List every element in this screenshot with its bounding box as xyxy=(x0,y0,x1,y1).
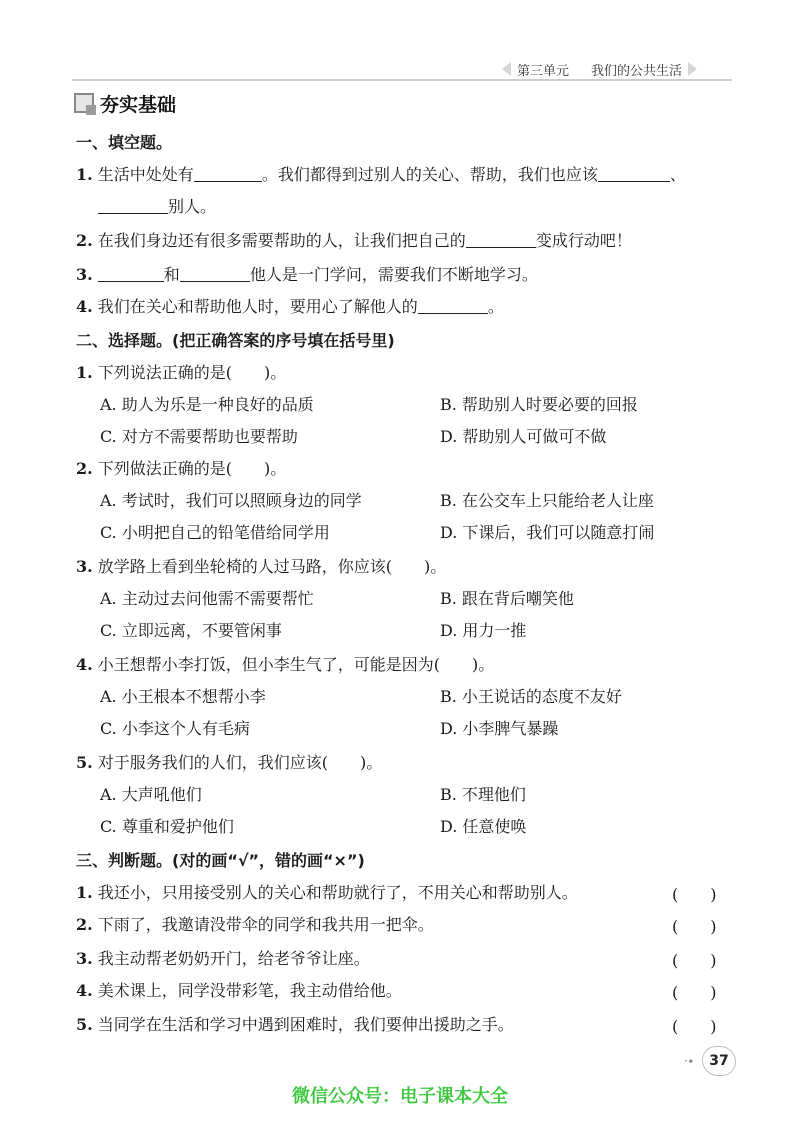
judge-text: 美术课上，同学没带彩笔，我主动借给他。 xyxy=(97,981,402,1000)
question-text: 和 xyxy=(163,265,180,284)
answer-blank[interactable] xyxy=(194,164,262,182)
choice-option[interactable]: A. 考试时，我们可以照顾身边的同学 xyxy=(100,491,362,510)
judge-text: 下雨了，我邀请没带伞的同学和我共用一把伞。 xyxy=(97,915,434,934)
question-number: 3. xyxy=(76,949,93,968)
choice-option[interactable]: C. 立即远离，不要管闲事 xyxy=(100,621,282,640)
question-text: 生活中处处有 xyxy=(97,165,194,184)
question-text: 。我们都得到过别人的关心、帮助，我们也应该 xyxy=(261,165,598,184)
header-unit: 第三单元 xyxy=(517,63,570,79)
answer-blank[interactable] xyxy=(466,230,536,248)
choice-option[interactable]: C. 对方不需要帮助也要帮助 xyxy=(100,427,298,446)
choice-option[interactable]: B. 在公交车上只能给老人让座 xyxy=(440,491,654,510)
question-stem: 对于服务我们的人们，我们应该( )。 xyxy=(97,753,383,772)
fill-heading: 一、填空题。 xyxy=(76,133,173,152)
question-number: 3. xyxy=(76,265,93,284)
choice-option[interactable]: D. 用力一推 xyxy=(440,621,527,640)
choice-option[interactable]: C. 小李这个人有毛病 xyxy=(100,719,250,738)
choice-heading: 二、选择题。(把正确答案的序号填在括号里) xyxy=(76,331,395,350)
judge-item-3 xyxy=(76,948,736,970)
choice-option[interactable]: A. 小王根本不想帮小李 xyxy=(100,687,266,706)
answer-blank[interactable] xyxy=(98,264,164,282)
answer-paren[interactable]: ( ) xyxy=(672,885,717,904)
answer-blank[interactable] xyxy=(598,164,670,182)
header-title: 我们的公共生活 xyxy=(591,63,683,79)
answer-blank[interactable] xyxy=(418,296,488,314)
question-number: 2. xyxy=(76,459,93,478)
question-number: 5. xyxy=(76,1015,93,1034)
question-text: 在我们身边还有很多需要帮助的人，让我们把自己的 xyxy=(97,231,466,250)
question-text: 变成行动吧！ xyxy=(535,231,632,250)
choice-question-1 xyxy=(76,362,736,384)
square-badge-icon xyxy=(74,93,94,113)
judge-text: 当同学在生活和学习中遇到困难时，我们要伸出援助之手。 xyxy=(97,1015,514,1034)
header-divider xyxy=(72,79,732,81)
choice-option[interactable]: B. 帮助别人时要必要的回报 xyxy=(440,395,638,414)
choice-option[interactable]: A. 主动过去问他需不需要帮忙 xyxy=(100,589,314,608)
choice-option[interactable]: C. 尊重和爱护他们 xyxy=(100,817,234,836)
page-number: 37 xyxy=(702,1046,736,1076)
question-text: 。 xyxy=(487,297,504,316)
answer-paren[interactable]: ( ) xyxy=(672,917,717,936)
footer-watermark: 微信公众号：电子课本大全 xyxy=(292,1086,508,1107)
judge-heading: 三、判断题。(对的画“√”，错的画“×”) xyxy=(76,851,365,870)
choice-option[interactable]: B. 跟在背后嘲笑他 xyxy=(440,589,574,608)
header-text xyxy=(502,58,732,80)
answer-paren[interactable]: ( ) xyxy=(672,951,717,970)
question-stem: 放学路上看到坐轮椅的人过马路，你应该( )。 xyxy=(97,557,447,576)
choice-option[interactable]: D. 帮助别人可做可不做 xyxy=(440,427,607,446)
judge-text: 我主动帮老奶奶开门，给老爷爷让座。 xyxy=(97,949,370,968)
judge-item-2 xyxy=(76,914,736,936)
triangle-left-icon xyxy=(502,62,511,76)
choice-option[interactable]: B. 不理他们 xyxy=(440,785,526,804)
question-number: 4. xyxy=(76,655,93,674)
choice-question-3 xyxy=(76,556,736,578)
fill-question-1-cont xyxy=(76,196,736,218)
fill-question-3 xyxy=(76,264,736,286)
choice-question-5 xyxy=(76,752,736,774)
triangle-right-icon xyxy=(688,62,697,76)
section-title: 夯实基础 xyxy=(100,93,177,116)
choice-question-2 xyxy=(76,458,736,480)
fill-question-4 xyxy=(76,296,736,318)
choice-option[interactable]: A. 助人为乐是一种良好的品质 xyxy=(100,395,314,414)
question-number: 4. xyxy=(76,297,93,316)
answer-blank[interactable] xyxy=(180,264,250,282)
question-stem: 下列做法正确的是( )。 xyxy=(97,459,287,478)
fill-question-2 xyxy=(76,230,736,252)
question-number: 2. xyxy=(76,915,93,934)
choice-option[interactable]: D. 任意使唤 xyxy=(440,817,527,836)
page-header xyxy=(0,0,800,84)
section-badge xyxy=(74,88,176,118)
question-text: 、 xyxy=(669,165,686,184)
question-text: 别人。 xyxy=(168,197,217,216)
question-stem: 下列说法正确的是( )。 xyxy=(97,363,287,382)
judge-item-1 xyxy=(76,882,736,904)
question-number: 1. xyxy=(76,363,93,382)
choice-option[interactable]: C. 小明把自己的铅笔借给同学用 xyxy=(100,523,330,542)
question-number: 2. xyxy=(76,231,93,250)
question-number: 1. xyxy=(76,165,93,184)
answer-paren[interactable]: ( ) xyxy=(672,1017,717,1036)
question-number: 5. xyxy=(76,753,93,772)
judge-item-5 xyxy=(76,1014,736,1036)
choice-option[interactable]: A. 大声吼他们 xyxy=(100,785,202,804)
choice-question-4 xyxy=(76,654,736,676)
choice-option[interactable]: D. 小李脾气暴躁 xyxy=(440,719,559,738)
page-dots-icon: ·∙ xyxy=(684,1054,694,1068)
answer-paren[interactable]: ( ) xyxy=(672,983,717,1002)
fill-question-1 xyxy=(76,164,736,186)
judge-text: 我还小，只用接受别人的关心和帮助就行了，不用关心和帮助别人。 xyxy=(97,883,578,902)
question-number: 3. xyxy=(76,557,93,576)
question-text: 他人是一门学问，需要我们不断地学习。 xyxy=(249,265,538,284)
choice-option[interactable]: B. 小王说话的态度不友好 xyxy=(440,687,622,706)
question-number: 4. xyxy=(76,981,93,1000)
answer-blank[interactable] xyxy=(98,196,168,214)
question-number: 1. xyxy=(76,883,93,902)
question-text: 我们在关心和帮助他人时，要用心了解他人的 xyxy=(97,297,418,316)
question-stem: 小王想帮小李打饭，但小李生气了，可能是因为( )。 xyxy=(97,655,495,674)
choice-option[interactable]: D. 下课后，我们可以随意打闹 xyxy=(440,523,655,542)
judge-item-4 xyxy=(76,980,736,1002)
